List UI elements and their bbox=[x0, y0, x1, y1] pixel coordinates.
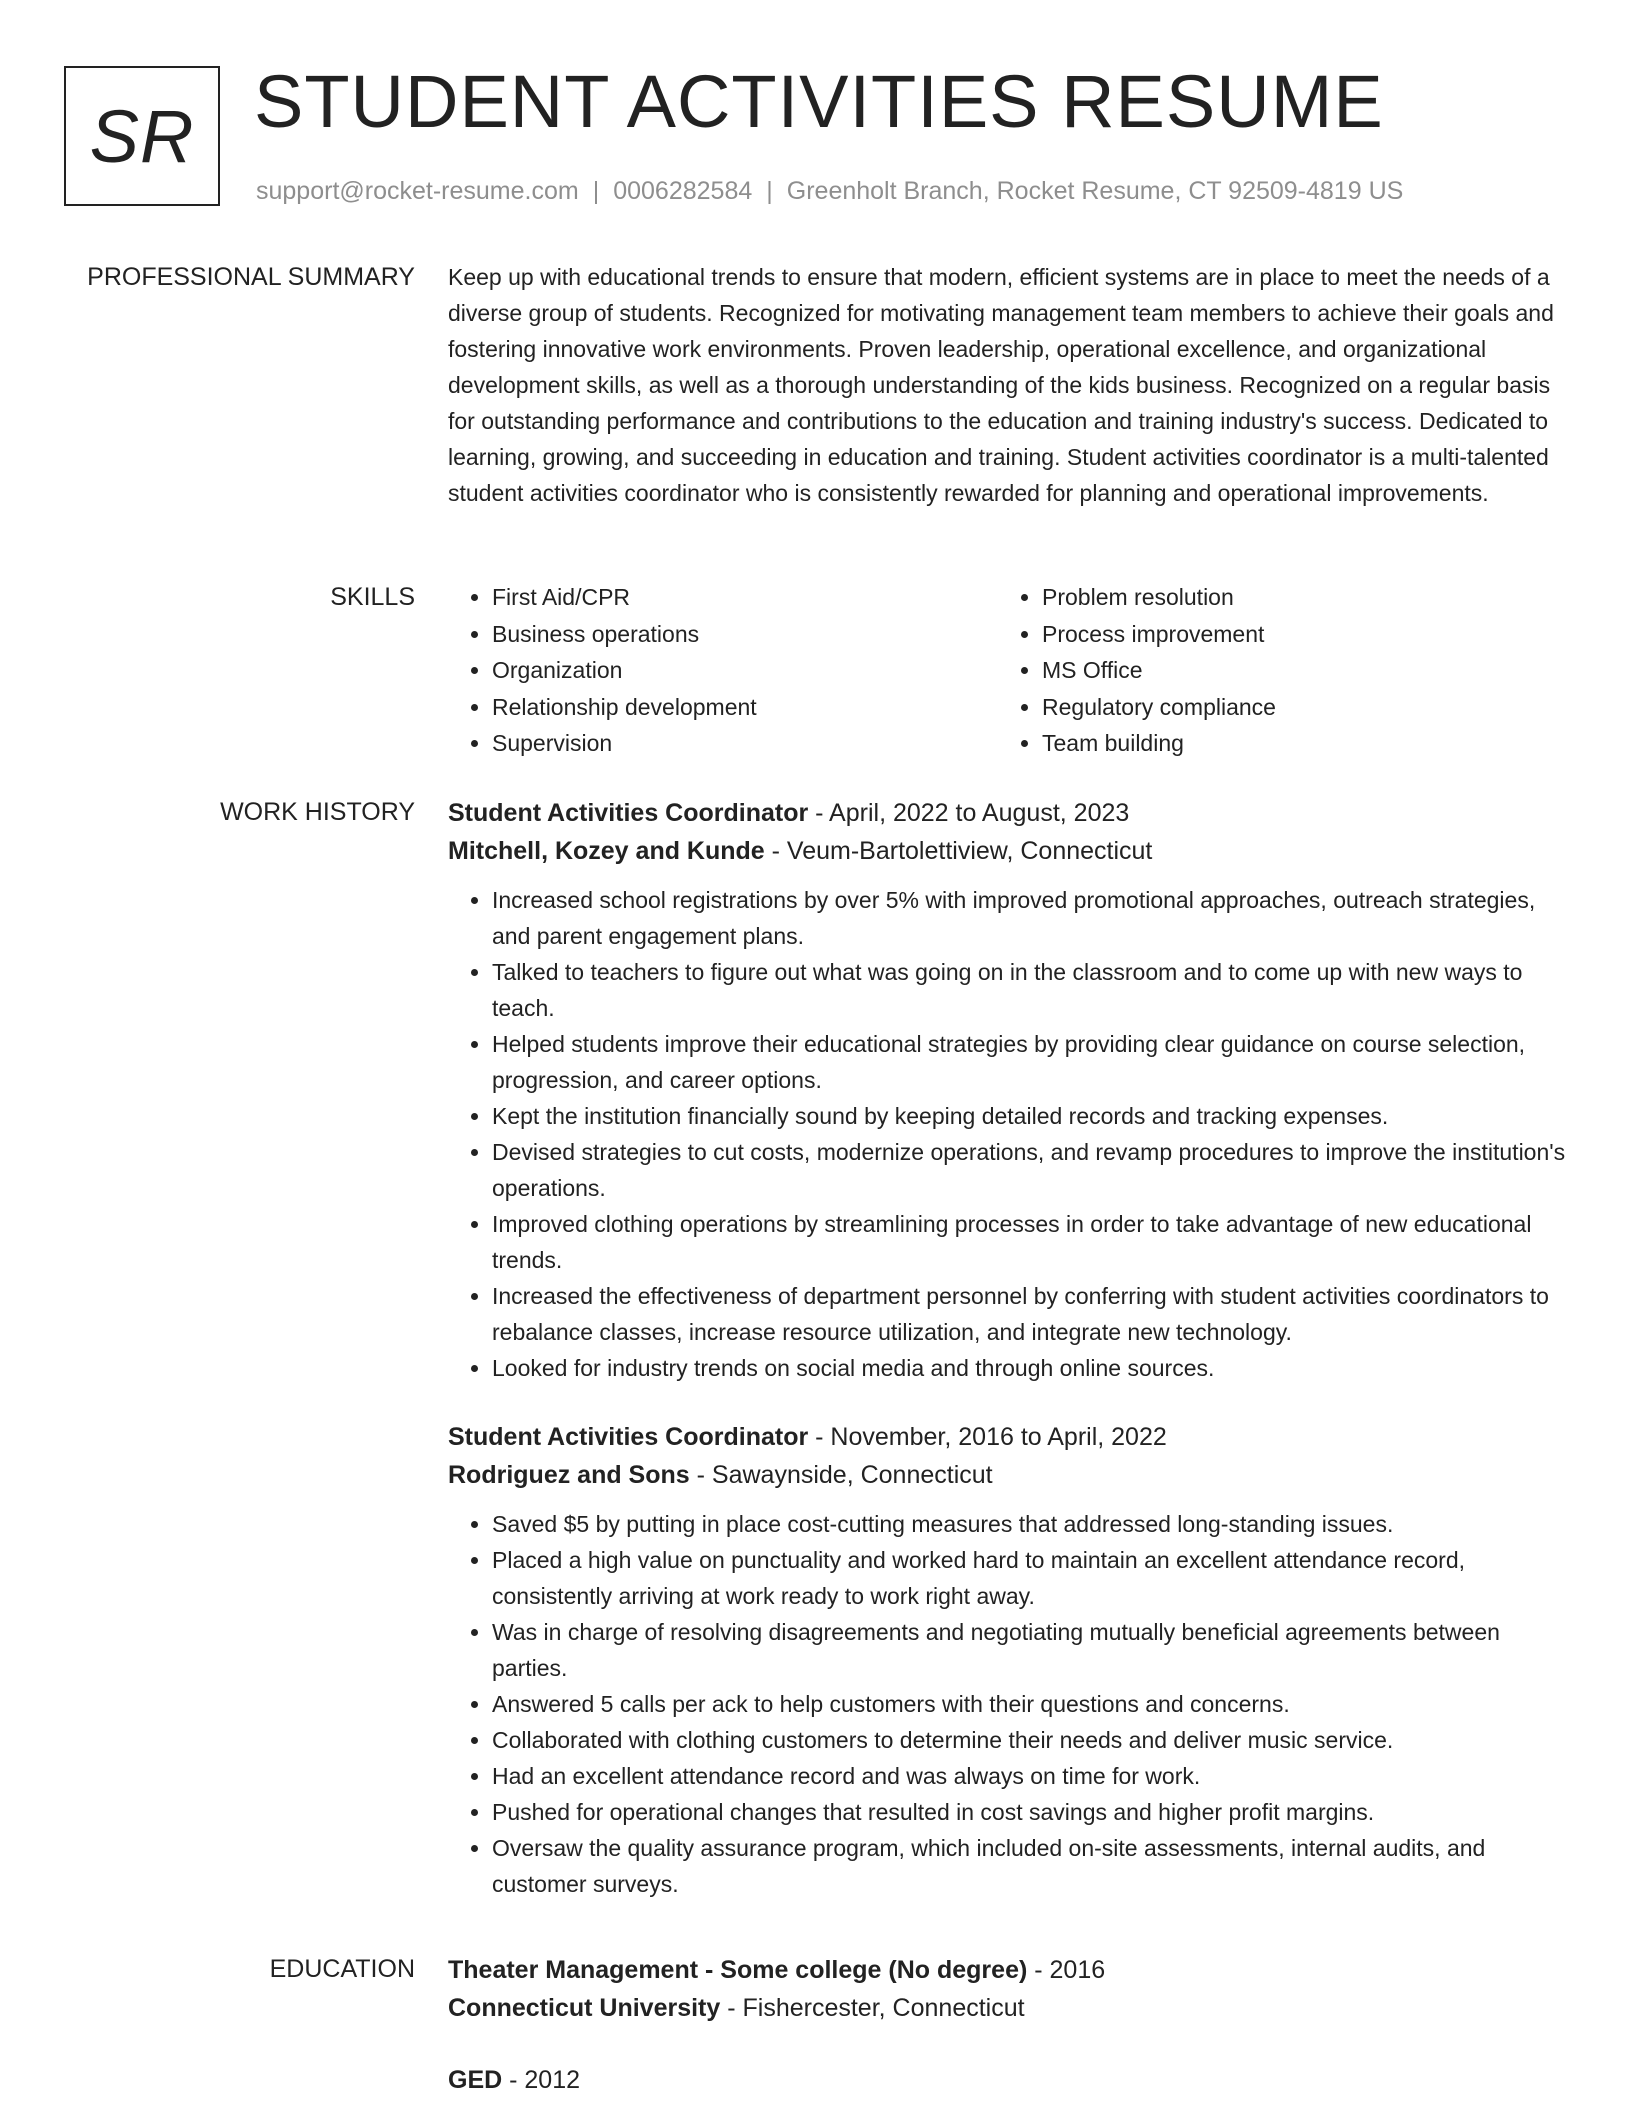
job-entry bbox=[448, 1418, 1568, 1902]
job-dates: - April, 2022 to August, 2023 bbox=[808, 799, 1130, 827]
job-dates: - November, 2016 to April, 2022 bbox=[808, 1423, 1167, 1451]
education-school: Connecticut University bbox=[448, 1994, 721, 2022]
skill-item: • Organization bbox=[492, 652, 998, 689]
education-school-line bbox=[448, 1989, 1568, 2027]
job-bullet: • Had an excellent attendance record and was always on time for work. bbox=[492, 1758, 1568, 1794]
job-company-line bbox=[448, 832, 1568, 870]
job-bullet: • Saved $5 by putting in place cost-cutting measures that addressed long-standing issues. bbox=[492, 1506, 1568, 1542]
education-year: - 2012 bbox=[502, 2066, 581, 2094]
contact-address: Greenholt Branch, Rocket Resume, CT 92509-4819 US bbox=[786, 177, 1404, 205]
skills-label: SKILLS bbox=[330, 583, 415, 611]
job-bullets bbox=[448, 1506, 1568, 1902]
summary-text: Keep up with educational trends to ensure that modern, efficient systems are in place to meet the needs of a diverse group of students. Recognized for motivating management team members to achieve their goals and fostering innovative work environments. Proven leadership, operational excellence, and organizational development skills, as well as a thorough understanding of the kids business. Recognized on a regular basis for outstanding performance and contributions to the education and training industry's success. Dedicated to learning, growing, and succeeding in education and training. Student activities coordinator is a multi-talented student activities coordinator who is consistently rewarded for planning and operational improvements. bbox=[448, 264, 1554, 506]
job-location: - Veum-Bartolettiview, Connecticut bbox=[764, 837, 1153, 865]
education-degree: Theater Management - Some college (No degree) bbox=[448, 1956, 1028, 1984]
job-location: - Sawaynside, Connecticut bbox=[689, 1461, 993, 1489]
skills-list-right bbox=[998, 579, 1548, 762]
page-title: STUDENT ACTIVITIES RESUME bbox=[254, 60, 1384, 143]
skill-item: • Team building bbox=[1042, 725, 1548, 762]
work-label: WORK HISTORY bbox=[220, 798, 415, 826]
education-year: - 2016 bbox=[1027, 1956, 1106, 1984]
job-bullet: • Increased the effectiveness of department personnel by conferring with student activities coordinators to rebalance classes, increase resource utilization, and integrate new technology. bbox=[492, 1278, 1568, 1350]
monogram-logo: SR bbox=[64, 66, 220, 206]
education-degree-line bbox=[448, 2061, 1568, 2099]
contact-separator: | bbox=[766, 177, 773, 205]
summary-label: PROFESSIONAL SUMMARY bbox=[87, 263, 415, 291]
work-body bbox=[448, 794, 1568, 1902]
job-bullets bbox=[448, 882, 1568, 1386]
job-bullet: • Was in charge of resolving disagreements and negotiating mutually beneficial agreements between parties. bbox=[492, 1614, 1568, 1686]
education-entry bbox=[448, 2061, 1568, 2099]
skills-body bbox=[448, 579, 1568, 762]
skills-list-left bbox=[448, 579, 998, 762]
skill-item: • Process improvement bbox=[1042, 616, 1548, 653]
skill-item: • Relationship development bbox=[492, 689, 998, 726]
skill-item: • First Aid/CPR bbox=[492, 579, 998, 616]
job-bullet: • Pushed for operational changes that resulted in cost savings and higher profit margins. bbox=[492, 1794, 1568, 1830]
contact-line bbox=[256, 174, 1403, 208]
job-bullet: • Placed a high value on punctuality and worked hard to maintain an excellent attendance record, consistently arriving at work ready to work right away. bbox=[492, 1542, 1568, 1614]
contact-separator: | bbox=[592, 177, 600, 205]
contact-phone: 0006282584 bbox=[613, 177, 753, 205]
skill-item: • Problem resolution bbox=[1042, 579, 1548, 616]
job-company-line bbox=[448, 1456, 1568, 1494]
job-title: Student Activities Coordinator bbox=[448, 1423, 809, 1451]
job-title-line bbox=[448, 794, 1568, 832]
skill-item: • MS Office bbox=[1042, 652, 1548, 689]
job-bullet: • Talked to teachers to figure out what was going on in the classroom and to come up with new ways to teach. bbox=[492, 954, 1568, 1026]
contact-email: support@rocket-resume.com bbox=[256, 177, 579, 205]
job-bullet: • Helped students improve their educational strategies by providing clear guidance on course selection, progression, and career options. bbox=[492, 1026, 1568, 1098]
education-degree-line bbox=[448, 1951, 1568, 1989]
job-bullet: • Collaborated with clothing customers to determine their needs and deliver music service. bbox=[492, 1722, 1568, 1758]
job-bullet: • Answered 5 calls per ack to help customers with their questions and concerns. bbox=[492, 1686, 1568, 1722]
job-bullet: • Looked for industry trends on social media and through online sources. bbox=[492, 1350, 1568, 1386]
job-title-line bbox=[448, 1418, 1568, 1456]
skill-item: • Supervision bbox=[492, 725, 998, 762]
education-label: EDUCATION bbox=[269, 1955, 415, 1983]
job-company: Rodriguez and Sons bbox=[448, 1461, 690, 1489]
job-bullet: • Devised strategies to cut costs, modernize operations, and revamp procedures to improve the institution's operations. bbox=[492, 1134, 1568, 1206]
skill-item: • Regulatory compliance bbox=[1042, 689, 1548, 726]
summary-body bbox=[448, 259, 1568, 511]
education-degree: GED bbox=[448, 2066, 503, 2094]
skill-item: • Business operations bbox=[492, 616, 998, 653]
job-title: Student Activities Coordinator bbox=[448, 799, 809, 827]
job-bullet: • Increased school registrations by over 5% with improved promotional approaches, outreach strategies, and parent engagement plans. bbox=[492, 882, 1568, 954]
education-location: - Fishercester, Connecticut bbox=[720, 1994, 1025, 2022]
job-bullet: • Oversaw the quality assurance program, which included on-site assessments, internal audits, and customer surveys. bbox=[492, 1830, 1568, 1902]
education-body bbox=[448, 1951, 1568, 2099]
job-bullet: • Kept the institution financially sound by keeping detailed records and tracking expenses. bbox=[492, 1098, 1568, 1134]
education-entry bbox=[448, 1951, 1568, 2027]
job-entry bbox=[448, 794, 1568, 1386]
job-bullet: • Improved clothing operations by streamlining processes in order to take advantage of new educational trends. bbox=[492, 1206, 1568, 1278]
job-company: Mitchell, Kozey and Kunde bbox=[448, 837, 765, 865]
